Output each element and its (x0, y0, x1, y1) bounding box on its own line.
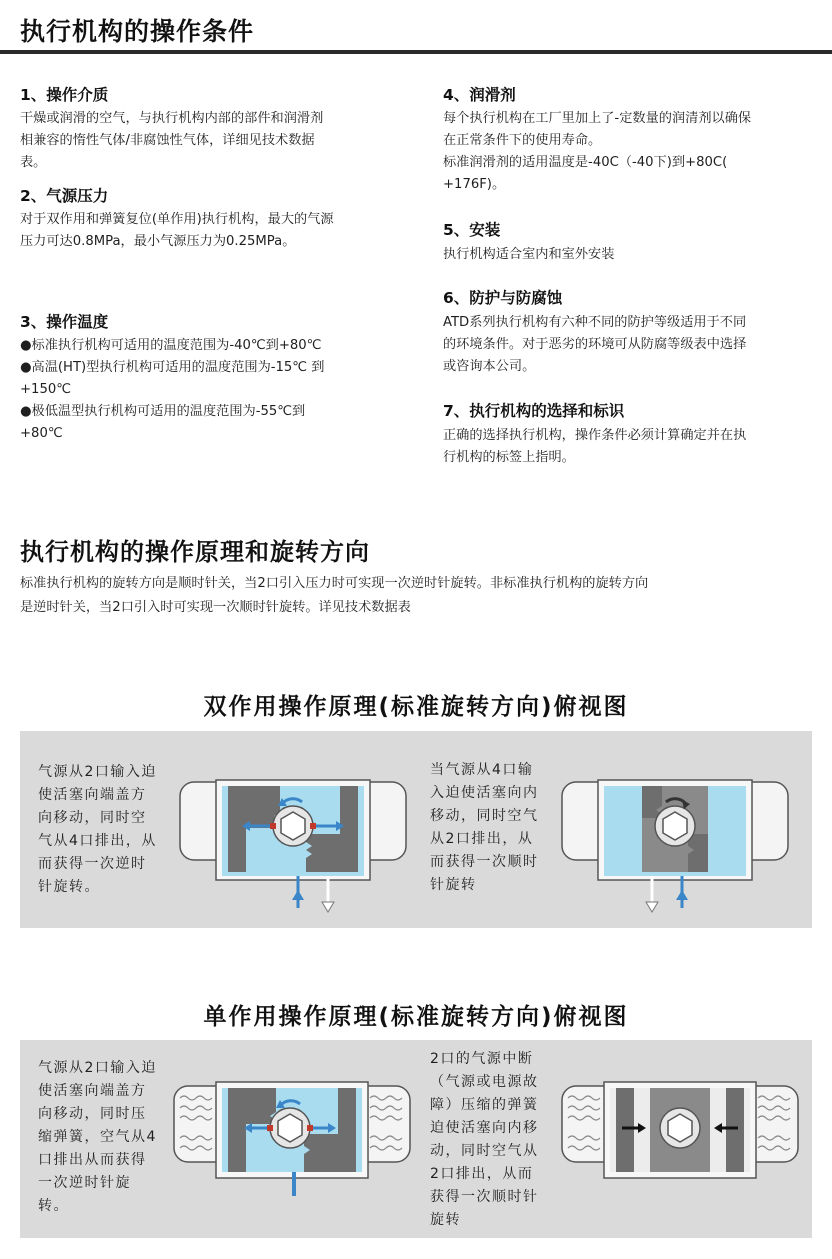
double-acting-diagram-ccw (178, 776, 408, 916)
section-5-title: 5、安装 (443, 221, 501, 239)
section-3-text: ●标准执行机构可适用的温度范围为-40℃到+80℃ ●高温(HT)型执行机构可适用的温度范围为-15℃ 到 +150℃ ●极低温型执行机构可适用的温度范围为-55℃到 +80℃ (20, 338, 325, 441)
single-acting-diagram-cw (560, 1078, 800, 1198)
single-acting-diagram-ccw (172, 1078, 412, 1198)
section-7-text: 正确的选择执行机构，操作条件必须计算确定并在执 行机构的标签上指明。 (443, 428, 747, 465)
section-1-title: 1、操作介质 (20, 86, 109, 104)
section-4-title: 4、润滑剂 (443, 86, 516, 104)
section-7-title: 7、执行机构的选择和标识 (443, 402, 625, 420)
double-acting-panel (20, 731, 812, 928)
single-acting-panel (20, 1040, 812, 1238)
single-acting-left-text: 气源从2口输入迫 使活塞向端盖方 向移动，同时压 缩弹簧，空气从4 口排出从而获得 一次逆时针旋 转。 (38, 1060, 157, 1214)
double-acting-title: 双作用操作原理(标准旋转方向)俯视图 (203, 694, 629, 720)
section-4-text: 每个执行机构在工厂里加上了-定数量的润清剂以确保 在正常条件下的使用寿命。 标准润滑剂的适用温度是-40C（-40下)到+80C( +176F)。 (443, 111, 752, 192)
principle-title: 执行机构的操作原理和旋转方向 (20, 538, 370, 566)
section-5-text: 执行机构适合室内和室外安装 (443, 247, 615, 262)
title-divider (0, 50, 832, 54)
double-acting-right-text: 当气源从4口输 入迫使活塞向内 移动，同时空气 从2口排出，从 而获得一次顺时 针旋转 (430, 762, 539, 893)
section-6-title: 6、防护与防腐蚀 (443, 289, 563, 307)
section-2-text: 对于双作用和弹簧复位(单作用)执行机构，最大的气源 压力可达0.8MPa，最小气源压力为0.25MPa。 (20, 212, 334, 249)
section-2-title: 2、气源压力 (20, 187, 109, 205)
single-acting-title: 单作用操作原理(标准旋转方向)俯视图 (203, 1004, 629, 1030)
double-acting-diagram-cw (560, 776, 790, 916)
principle-text: 标准执行机构的旋转方向是顺时针关，当2口引入压力时可实现一次逆时针旋转。非标准执行机构的旋转方向 是逆时针关，当2口引入时可实现一次顺时针旋转。详见技术数据表 (20, 576, 649, 615)
double-acting-left-text: 气源从2口输入迫 使活塞向端盖方 向移动，同时空 气从4口排出，从 而获得一次逆时 针旋转。 (38, 764, 157, 895)
section-3-title: 3、操作温度 (20, 313, 109, 331)
section-1-text: 干燥或润滑的空气，与执行机构内部的部件和润滑剂 相兼容的惰性气体/非腐蚀性气体，详细见技术数据 表。 (20, 111, 324, 170)
section-6-text: ATD系列执行机构有六种不同的防护等级适用于不同 的环境条件。对于恶劣的环境可从防腐等级表中选择 或咨询本公司。 (443, 315, 747, 374)
single-acting-right-text: 2口的气源中断 （气源或电源故 障）压缩的弹簧 迫使活塞向内移 动，同时空气从 2口排出，从而 获得一次顺时针 旋转 (430, 1051, 539, 1228)
page-title: 执行机构的操作条件 (20, 17, 255, 46)
